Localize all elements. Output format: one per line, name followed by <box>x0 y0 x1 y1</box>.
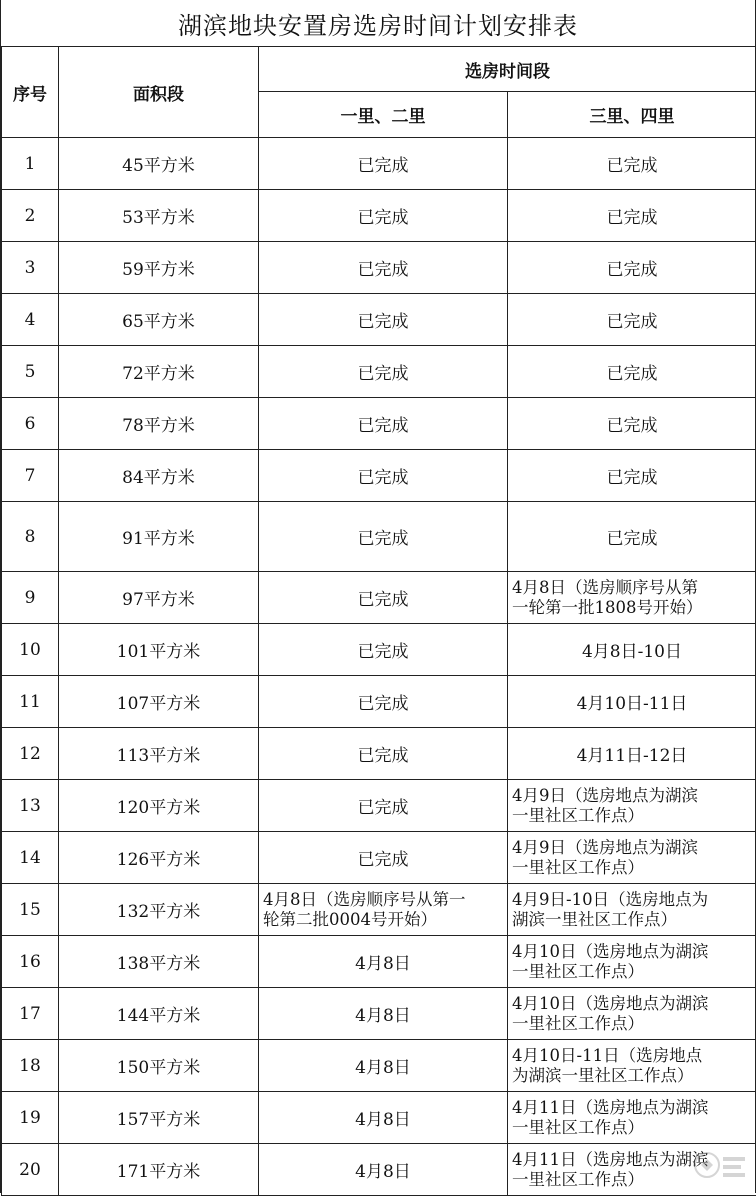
table-row <box>2 346 756 398</box>
row-area: 120平方米 <box>59 780 259 832</box>
row-area: 59平方米 <box>59 242 259 294</box>
row-schedule-group-a: 已完成 <box>259 138 508 190</box>
row-schedule-group-b <box>508 936 756 988</box>
schedule-body <box>2 138 756 1196</box>
row-index: 19 <box>2 1092 59 1144</box>
row-schedule-group-a: 已完成 <box>259 242 508 294</box>
row-schedule-group-a: 已完成 <box>259 346 508 398</box>
schedule-line: 4月9日-10日（选房地点为 <box>512 890 752 910</box>
row-area: 53平方米 <box>59 190 259 242</box>
row-schedule-group-b <box>508 884 756 936</box>
row-area: 84平方米 <box>59 450 259 502</box>
schedule-line: 4月10日-11日（选房地点 <box>512 1046 752 1066</box>
schedule-line: 湖滨一里社区工作点） <box>512 910 752 930</box>
table-row <box>2 676 756 728</box>
row-index: 12 <box>2 728 59 780</box>
row-schedule-group-a <box>259 884 508 936</box>
row-schedule-group-b: 已完成 <box>508 450 756 502</box>
row-schedule-group-b <box>508 1092 756 1144</box>
schedule-table <box>1 46 756 1196</box>
row-area: 150平方米 <box>59 1040 259 1092</box>
table-row <box>2 502 756 572</box>
schedule-line: 为湖滨一里社区工作点） <box>512 1066 752 1086</box>
row-index: 5 <box>2 346 59 398</box>
table-row <box>2 780 756 832</box>
row-schedule-group-b: 已完成 <box>508 138 756 190</box>
row-area: 138平方米 <box>59 936 259 988</box>
table-row <box>2 1092 756 1144</box>
row-schedule-group-b <box>508 832 756 884</box>
row-schedule-group-a: 已完成 <box>259 502 508 572</box>
header-group-a: 一里、二里 <box>259 92 508 138</box>
row-area: 132平方米 <box>59 884 259 936</box>
header-group-b: 三里、四里 <box>508 92 756 138</box>
schedule-line: 一里社区工作点） <box>512 1170 752 1190</box>
table-row <box>2 398 756 450</box>
row-schedule-group-a: 已完成 <box>259 676 508 728</box>
row-index: 1 <box>2 138 59 190</box>
row-schedule-group-a: 已完成 <box>259 572 508 624</box>
row-index: 17 <box>2 988 59 1040</box>
row-index: 13 <box>2 780 59 832</box>
row-index: 14 <box>2 832 59 884</box>
schedule-line: 4月10日（选房地点为湖滨 <box>512 994 752 1014</box>
row-schedule-group-b: 已完成 <box>508 398 756 450</box>
schedule-line: 4月8日（选房顺序号从第一 <box>263 890 503 910</box>
row-index: 8 <box>2 502 59 572</box>
row-schedule-group-b: 已完成 <box>508 242 756 294</box>
row-schedule-group-a: 已完成 <box>259 624 508 676</box>
row-index: 6 <box>2 398 59 450</box>
row-index: 18 <box>2 1040 59 1092</box>
row-area: 101平方米 <box>59 624 259 676</box>
schedule-line: 轮第二批0004号开始） <box>263 910 503 930</box>
row-index: 10 <box>2 624 59 676</box>
row-schedule-group-a: 已完成 <box>259 780 508 832</box>
row-index: 3 <box>2 242 59 294</box>
row-schedule-group-a: 4月8日 <box>259 1092 508 1144</box>
row-area: 157平方米 <box>59 1092 259 1144</box>
row-index: 9 <box>2 572 59 624</box>
row-area: 144平方米 <box>59 988 259 1040</box>
row-schedule-group-a: 4月8日 <box>259 936 508 988</box>
schedule-line: 一轮第一批1808号开始） <box>512 598 752 618</box>
table-row <box>2 988 756 1040</box>
watermark-icon <box>689 1145 749 1185</box>
table-row <box>2 936 756 988</box>
schedule-line: 4月11日（选房地点为湖滨 <box>512 1150 752 1170</box>
row-schedule-group-a: 已完成 <box>259 450 508 502</box>
row-schedule-group-a: 4月8日 <box>259 1040 508 1092</box>
row-schedule-group-b: 4月11日-12日 <box>508 728 756 780</box>
header-index: 序号 <box>2 47 59 138</box>
row-schedule-group-b: 4月10日-11日 <box>508 676 756 728</box>
table-row <box>2 242 756 294</box>
row-index: 4 <box>2 294 59 346</box>
table-row <box>2 1040 756 1092</box>
row-index: 16 <box>2 936 59 988</box>
row-area: 171平方米 <box>59 1144 259 1196</box>
row-schedule-group-b: 已完成 <box>508 294 756 346</box>
schedule-line: 一里社区工作点） <box>512 962 752 982</box>
row-area: 72平方米 <box>59 346 259 398</box>
row-area: 78平方米 <box>59 398 259 450</box>
schedule-line: 一里社区工作点） <box>512 806 752 826</box>
schedule-line: 4月9日（选房地点为湖滨 <box>512 786 752 806</box>
table-row <box>2 832 756 884</box>
row-schedule-group-a: 已完成 <box>259 398 508 450</box>
row-schedule-group-a: 4月8日 <box>259 988 508 1040</box>
table-row <box>2 624 756 676</box>
row-schedule-group-a: 4月8日 <box>259 1144 508 1196</box>
row-schedule-group-b: 已完成 <box>508 190 756 242</box>
table-row <box>2 572 756 624</box>
table-row <box>2 450 756 502</box>
row-schedule-group-a: 已完成 <box>259 190 508 242</box>
schedule-line: 4月11日（选房地点为湖滨 <box>512 1098 752 1118</box>
table-row <box>2 884 756 936</box>
row-schedule-group-b <box>508 780 756 832</box>
row-index: 20 <box>2 1144 59 1196</box>
row-area: 113平方米 <box>59 728 259 780</box>
row-schedule-group-b: 4月8日-10日 <box>508 624 756 676</box>
row-schedule-group-a: 已完成 <box>259 832 508 884</box>
page-title: 湖滨地块安置房选房时间计划安排表 <box>1 0 755 47</box>
row-index: 15 <box>2 884 59 936</box>
row-index: 11 <box>2 676 59 728</box>
row-schedule-group-b: 已完成 <box>508 346 756 398</box>
row-schedule-group-b <box>508 572 756 624</box>
schedule-line: 4月9日（选房地点为湖滨 <box>512 838 752 858</box>
schedule-line: 一里社区工作点） <box>512 1014 752 1034</box>
row-index: 2 <box>2 190 59 242</box>
row-schedule-group-a: 已完成 <box>259 294 508 346</box>
table-row <box>2 190 756 242</box>
row-index: 7 <box>2 450 59 502</box>
schedule-line: 一里社区工作点） <box>512 858 752 878</box>
table-row <box>2 728 756 780</box>
header-area: 面积段 <box>59 47 259 138</box>
table-row <box>2 138 756 190</box>
table-row <box>2 1144 756 1196</box>
header-period: 选房时间段 <box>259 47 756 92</box>
row-schedule-group-b <box>508 1040 756 1092</box>
table-row <box>2 294 756 346</box>
row-schedule-group-a: 已完成 <box>259 728 508 780</box>
schedule-line: 一里社区工作点） <box>512 1118 752 1138</box>
schedule-line: 4月8日（选房顺序号从第 <box>512 578 752 598</box>
row-area: 65平方米 <box>59 294 259 346</box>
schedule-line: 4月10日（选房地点为湖滨 <box>512 942 752 962</box>
row-area: 97平方米 <box>59 572 259 624</box>
row-area: 107平方米 <box>59 676 259 728</box>
row-area: 45平方米 <box>59 138 259 190</box>
row-area: 126平方米 <box>59 832 259 884</box>
row-area: 91平方米 <box>59 502 259 572</box>
row-schedule-group-b <box>508 988 756 1040</box>
row-schedule-group-b: 已完成 <box>508 502 756 572</box>
